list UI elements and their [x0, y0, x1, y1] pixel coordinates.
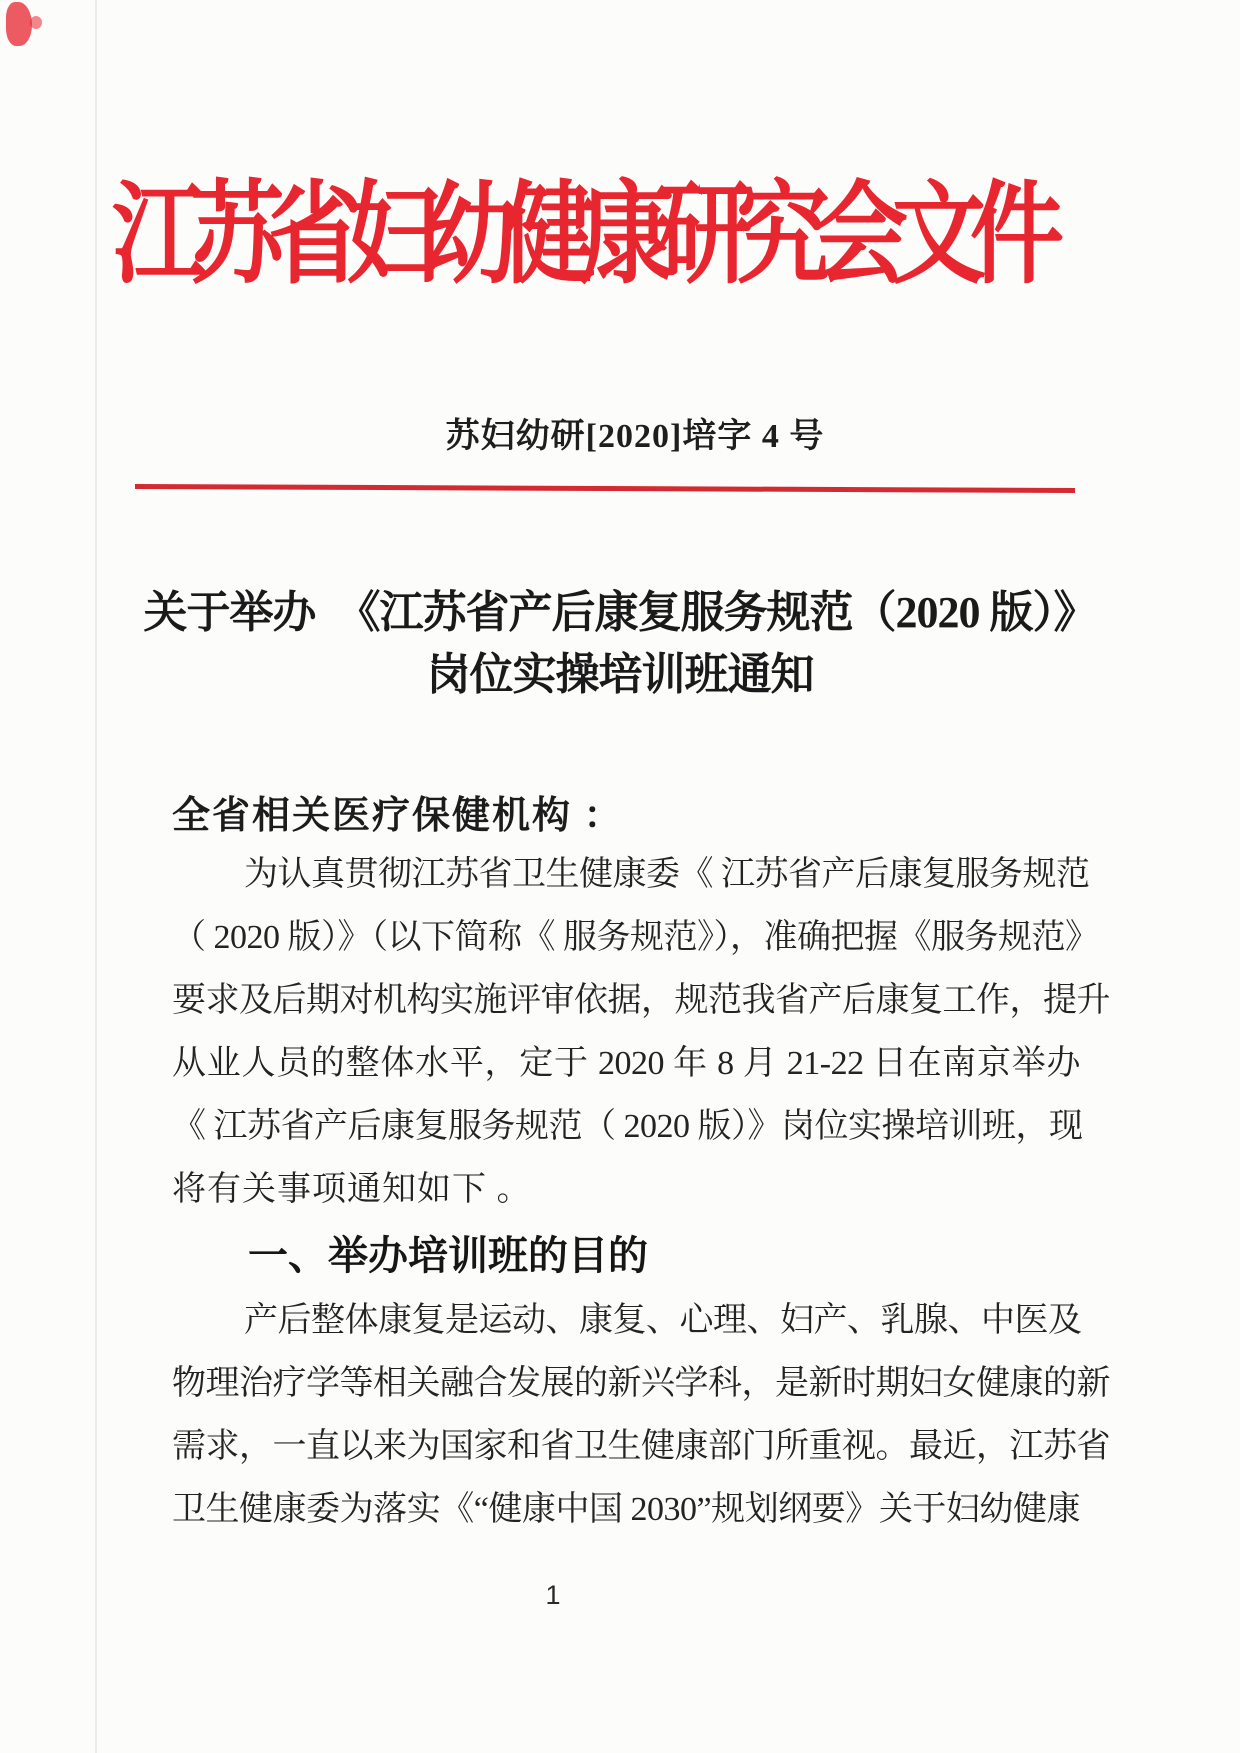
- red-ink-speck-small: [30, 16, 42, 29]
- paragraph-1-line: 要求及后期对机构实施评审依据，规范我省产后康复工作，提升: [172, 982, 1110, 1019]
- notice-title: [67, 582, 1173, 706]
- paragraph-2-line: 物理治疗学等相关融合发展的新兴学科，是新时期妇女健康的新: [172, 1365, 1110, 1402]
- salutation: 全省相关医疗保健机构 ：: [172, 795, 624, 837]
- page-number: 1: [545, 1580, 561, 1610]
- paragraph-1-line: （ 2020 版）》（以下简称《 服务规范》），准确把握《服务规范》: [172, 919, 1099, 956]
- paragraph-2-line: 卫生健康委为落实《“健康中国 2030”规划纲要》关于妇幼健康: [172, 1491, 1080, 1528]
- paragraph-1-line: 从业人员的整体水平，定于 2020 年 8 月 21-22 日在南京举办: [172, 1045, 1080, 1082]
- paragraph-2-line: 需求，一直以来为国家和省卫生健康部门所重视。最近，江苏省: [172, 1428, 1110, 1465]
- paragraph-2-line: 产后整体康复是运动、康复、心理、妇产、乳腺、中医及: [244, 1302, 1082, 1339]
- red-divider-line: [135, 484, 1075, 493]
- section-heading-1: 一、举办培训班的目的: [248, 1234, 648, 1278]
- document-number: 苏妇幼研[2020]培字 4 号: [445, 418, 825, 455]
- paragraph-1: [172, 843, 1110, 1221]
- paragraph-1-line: 《 江苏省产后康复服务规范（ 2020 版）》岗位实操培训班，现: [172, 1108, 1083, 1145]
- paragraph-1-line: 为认真贯彻江苏省卫生健康委《 江苏省产后康复服务规范: [244, 856, 1090, 893]
- letterhead-title: 江苏省妇幼健康研究会文件: [111, 174, 1048, 298]
- notice-title-line2: 岗位实操培训班通知: [426, 650, 814, 699]
- scan-edge-line: [95, 0, 97, 1753]
- notice-title-line1: 关于举办 《江苏省产后康复服务规范（2020 版）》: [143, 588, 1097, 637]
- paragraph-1-line: 将有关事项通知如下 。: [172, 1171, 532, 1208]
- paragraph-2: [172, 1289, 1110, 1541]
- red-ink-speck-large: [6, 2, 32, 46]
